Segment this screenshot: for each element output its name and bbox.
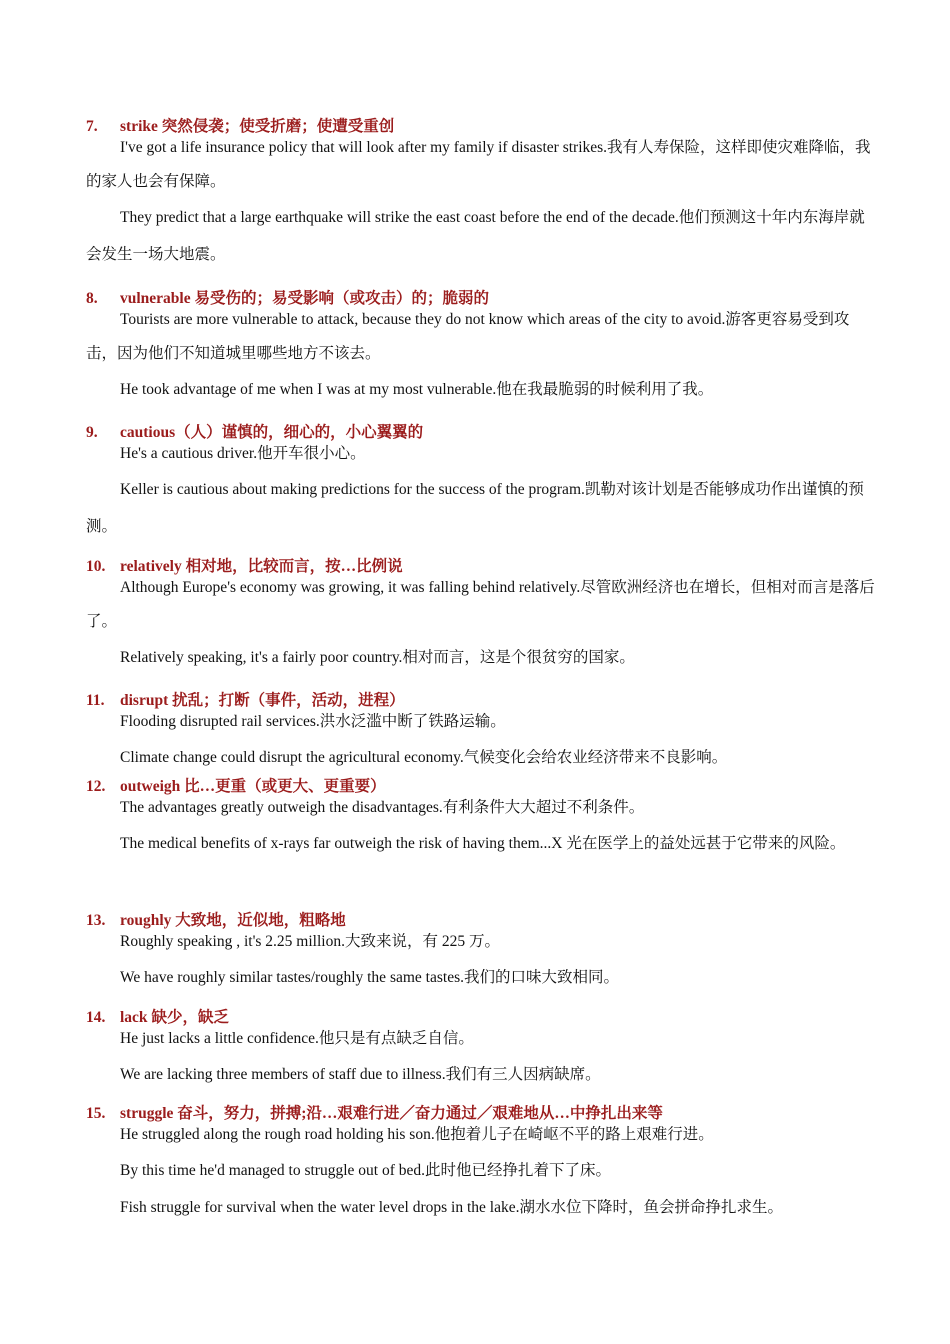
entry-number: 9. [86,424,98,441]
example-sentence: Climate change could disrupt the agricultural economy.气候变化会给农业经济带来不良影响。 [120,749,728,766]
entry-number: 13. [86,912,106,929]
vocab-entry-9 [86,423,876,545]
example-sentence: Relatively speaking, it's a fairly poor country.相对而言，这是个很贫穷的国家。 [120,649,635,666]
vocab-entry-14 [86,1008,876,1093]
example-sentence: Fish struggle for survival when the water level drops in the lake.湖水水位下降时，鱼会拼命挣扎求生。 [120,1199,783,1216]
example-sentence: I've got a life insurance policy that will look after my family if disaster strikes.我有人寿保险，这样即使灾难降临，我的家人也会有保障。 [86,139,871,190]
entry-meaning: （人）谨慎的，细心的，小心翼翼的 [175,424,424,441]
entry-word: vulnerable [120,290,191,307]
entry-meaning: 奋斗，努力，拼搏;沿…艰难行进／奋力通过／艰难地从…中挣扎出来等 [177,1105,663,1122]
entry-word: outweigh [120,778,181,795]
vocab-entry-12 [86,777,876,862]
example-sentence: The advantages greatly outweigh the disadvantages.有利条件大大超过不利条件。 [120,799,645,816]
vocab-entry-7 [86,117,876,273]
entry-number: 15. [86,1105,106,1122]
vocab-entry-13 [86,911,876,996]
entry-meaning: 突然侵袭；使受折磨；使遭受重创 [161,118,395,135]
example-sentence: He just lacks a little confidence.他只是有点缺乏自信。 [120,1030,474,1047]
entry-word: strike [120,118,158,135]
entry-word: disrupt [120,692,169,709]
entry-word: relatively [120,558,182,575]
example-sentence: Keller is cautious about making predictions for the success of the program.凯勒对该计划是否能够成功作出谨慎的预测。 [86,481,864,535]
entry-meaning: 相对地，比较而言，按…比例说 [185,558,403,575]
vocab-entry-15 [86,1104,876,1226]
entry-word: struggle [120,1105,174,1122]
example-sentence: The medical benefits of x-rays far outweigh the risk of having them...X 光在医学上的益处远甚于它带来的风险。 [120,835,846,852]
vocab-entry-10 [86,557,876,676]
example-sentence: Flooding disrupted rail services.洪水泛滥中断了铁路运输。 [120,713,506,730]
entry-word: lack [120,1009,148,1026]
entry-meaning: 大致地，近似地，粗略地 [175,912,346,929]
example-sentence: He took advantage of me when I was at my most vulnerable.他在我最脆弱的时候利用了我。 [120,381,714,398]
example-sentence: By this time he'd managed to struggle out of bed.此时他已经挣扎着下了床。 [120,1162,611,1179]
entry-meaning: 扰乱；打断（事件，活动，进程） [172,692,405,709]
example-sentence: He struggled along the rough road holding his son.他抱着儿子在崎岖不平的路上艰难行进。 [120,1126,714,1143]
vocab-entry-11 [86,691,876,776]
entry-number: 10. [86,558,106,575]
entry-meaning: 缺少，缺乏 [151,1009,229,1026]
example-sentence: We are lacking three members of staff due to illness.我们有三人因病缺席。 [120,1066,601,1083]
entry-number: 7. [86,118,98,135]
example-sentence: They predict that a large earthquake will strike the east coast before the end of the decade.他们预测这十年内东海岸就会发生一场大地震。 [86,209,865,263]
example-sentence: Tourists are more vulnerable to attack, because they do not know which areas of the city to avoid.游客更容易受到攻击，因为他们不知道城里哪些地方不该去。 [86,311,850,362]
entry-number: 8. [86,290,98,307]
example-sentence: We have roughly similar tastes/roughly the same tastes.我们的口味大致相同。 [120,969,619,986]
example-sentence: Although Europe's economy was growing, it was falling behind relatively.尽管欧洲经济也在增长，但相对而言是落后了。 [86,579,875,630]
entry-word: cautious [120,424,176,441]
entry-word: roughly [120,912,172,929]
entry-number: 11. [86,692,105,709]
entry-number: 12. [86,778,106,795]
example-sentence: He's a cautious driver.他开车很小心。 [120,445,366,462]
entry-number: 14. [86,1009,106,1026]
entry-meaning: 比…更重（或更大、更重要） [184,778,386,795]
entry-meaning: 易受伤的；易受影响（或攻击）的；脆弱的 [194,290,490,307]
vocab-entry-8 [86,289,876,408]
example-sentence: Roughly speaking , it's 2.25 million.大致来说，有 225 万。 [120,933,500,950]
